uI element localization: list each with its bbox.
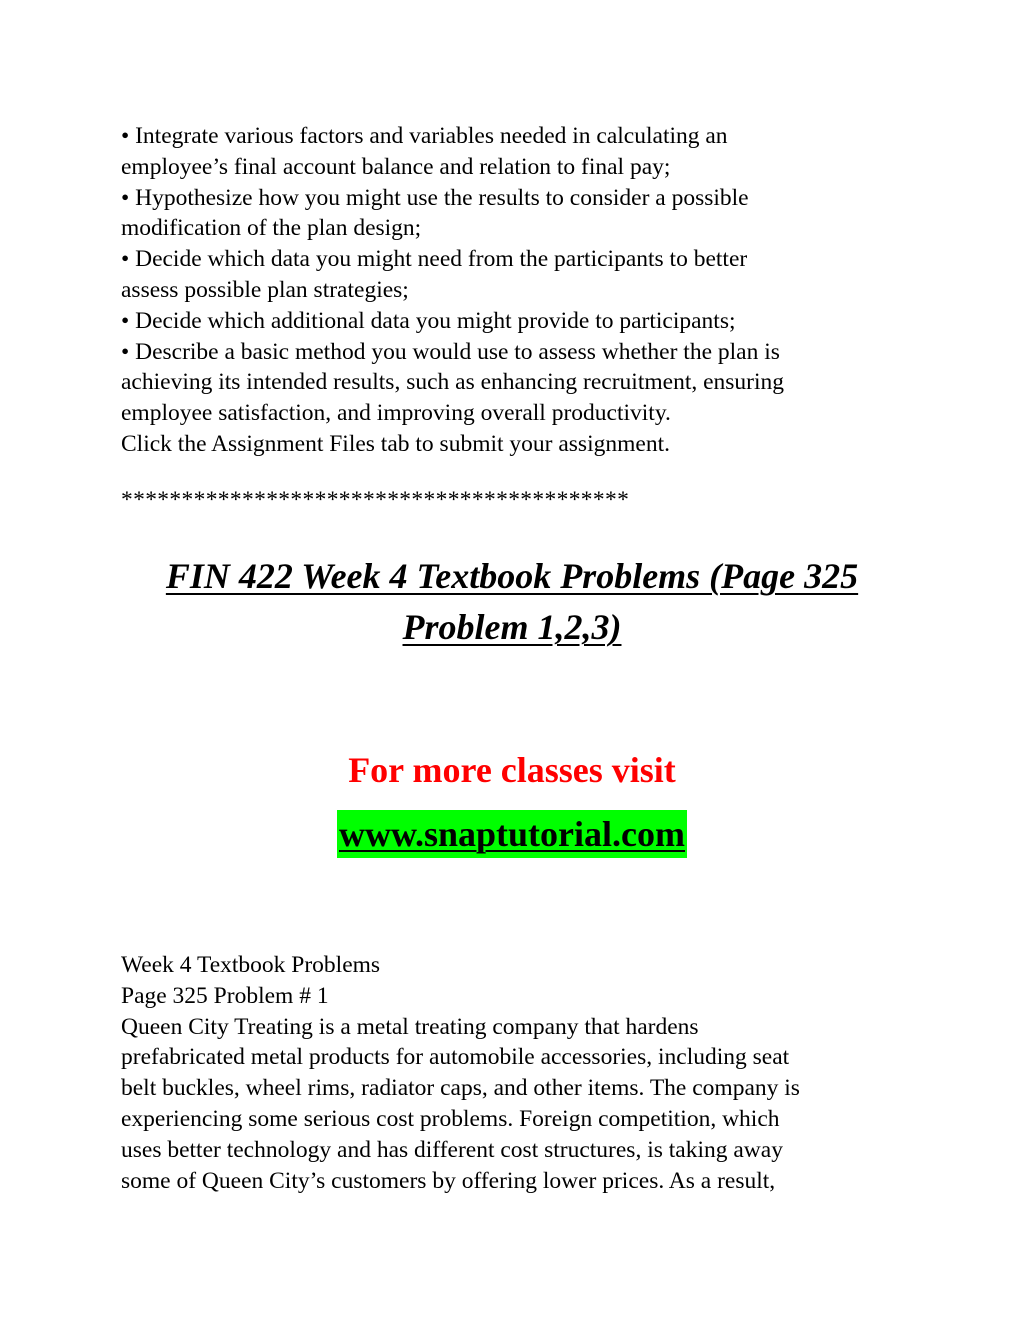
problem-text-line: uses better technology and has different cost structures, is taking away (121, 1136, 783, 1163)
problem-number: Page 325 Problem # 1 (121, 982, 329, 1009)
separator-stars: ****************************************** (121, 487, 630, 513)
objective-line: assess possible plan strategies; (121, 276, 409, 303)
problem-text-line: prefabricated metal products for automobile accessories, including seat (121, 1044, 790, 1071)
problem-text-line: Queen City Treating is a metal treating company that hardens (121, 1013, 699, 1040)
objective-line: employee’s final account balance and relation to final pay; (121, 153, 671, 180)
course-heading-line-2: Problem 1,2,3) (402, 607, 622, 647)
assignment-objectives (121, 121, 921, 460)
problem-text-line: experiencing some serious cost problems. Foreign competition, which (121, 1105, 780, 1132)
section-title: Week 4 Textbook Problems (121, 952, 381, 978)
website-link[interactable]: www.snaptutorial.com (337, 810, 687, 858)
objective-line: employee satisfaction, and improving overall productivity. (121, 400, 671, 427)
problem-text-line: some of Queen City’s customers by offering lower prices. As a result, (121, 1167, 776, 1194)
website-link-container (0, 810, 1024, 858)
objective-line: modification of the plan design; (121, 215, 422, 242)
problem-text-line: belt buckles, wheel rims, radiator caps, and other items. The company is (121, 1075, 800, 1102)
course-heading-line-1: FIN 422 Week 4 Textbook Problems (Page 325 (165, 556, 859, 596)
promo-text: For more classes visit (348, 750, 676, 790)
objective-line: • Decide which data you might need from the participants to better (121, 246, 748, 273)
objective-line: • Integrate various factors and variables needed in calculating an (121, 123, 728, 149)
objective-line: achieving its intended results, such as enhancing recruitment, ensuring (121, 369, 785, 396)
objective-line: • Describe a basic method you would use to assess whether the plan is (121, 338, 780, 365)
objective-line: • Decide which additional data you might provide to participants; (121, 307, 736, 334)
objective-line: • Hypothesize how you might use the results to consider a possible (121, 184, 749, 211)
problem-description (121, 950, 921, 1196)
submit-instruction: Click the Assignment Files tab to submit your assignment. (121, 430, 670, 457)
